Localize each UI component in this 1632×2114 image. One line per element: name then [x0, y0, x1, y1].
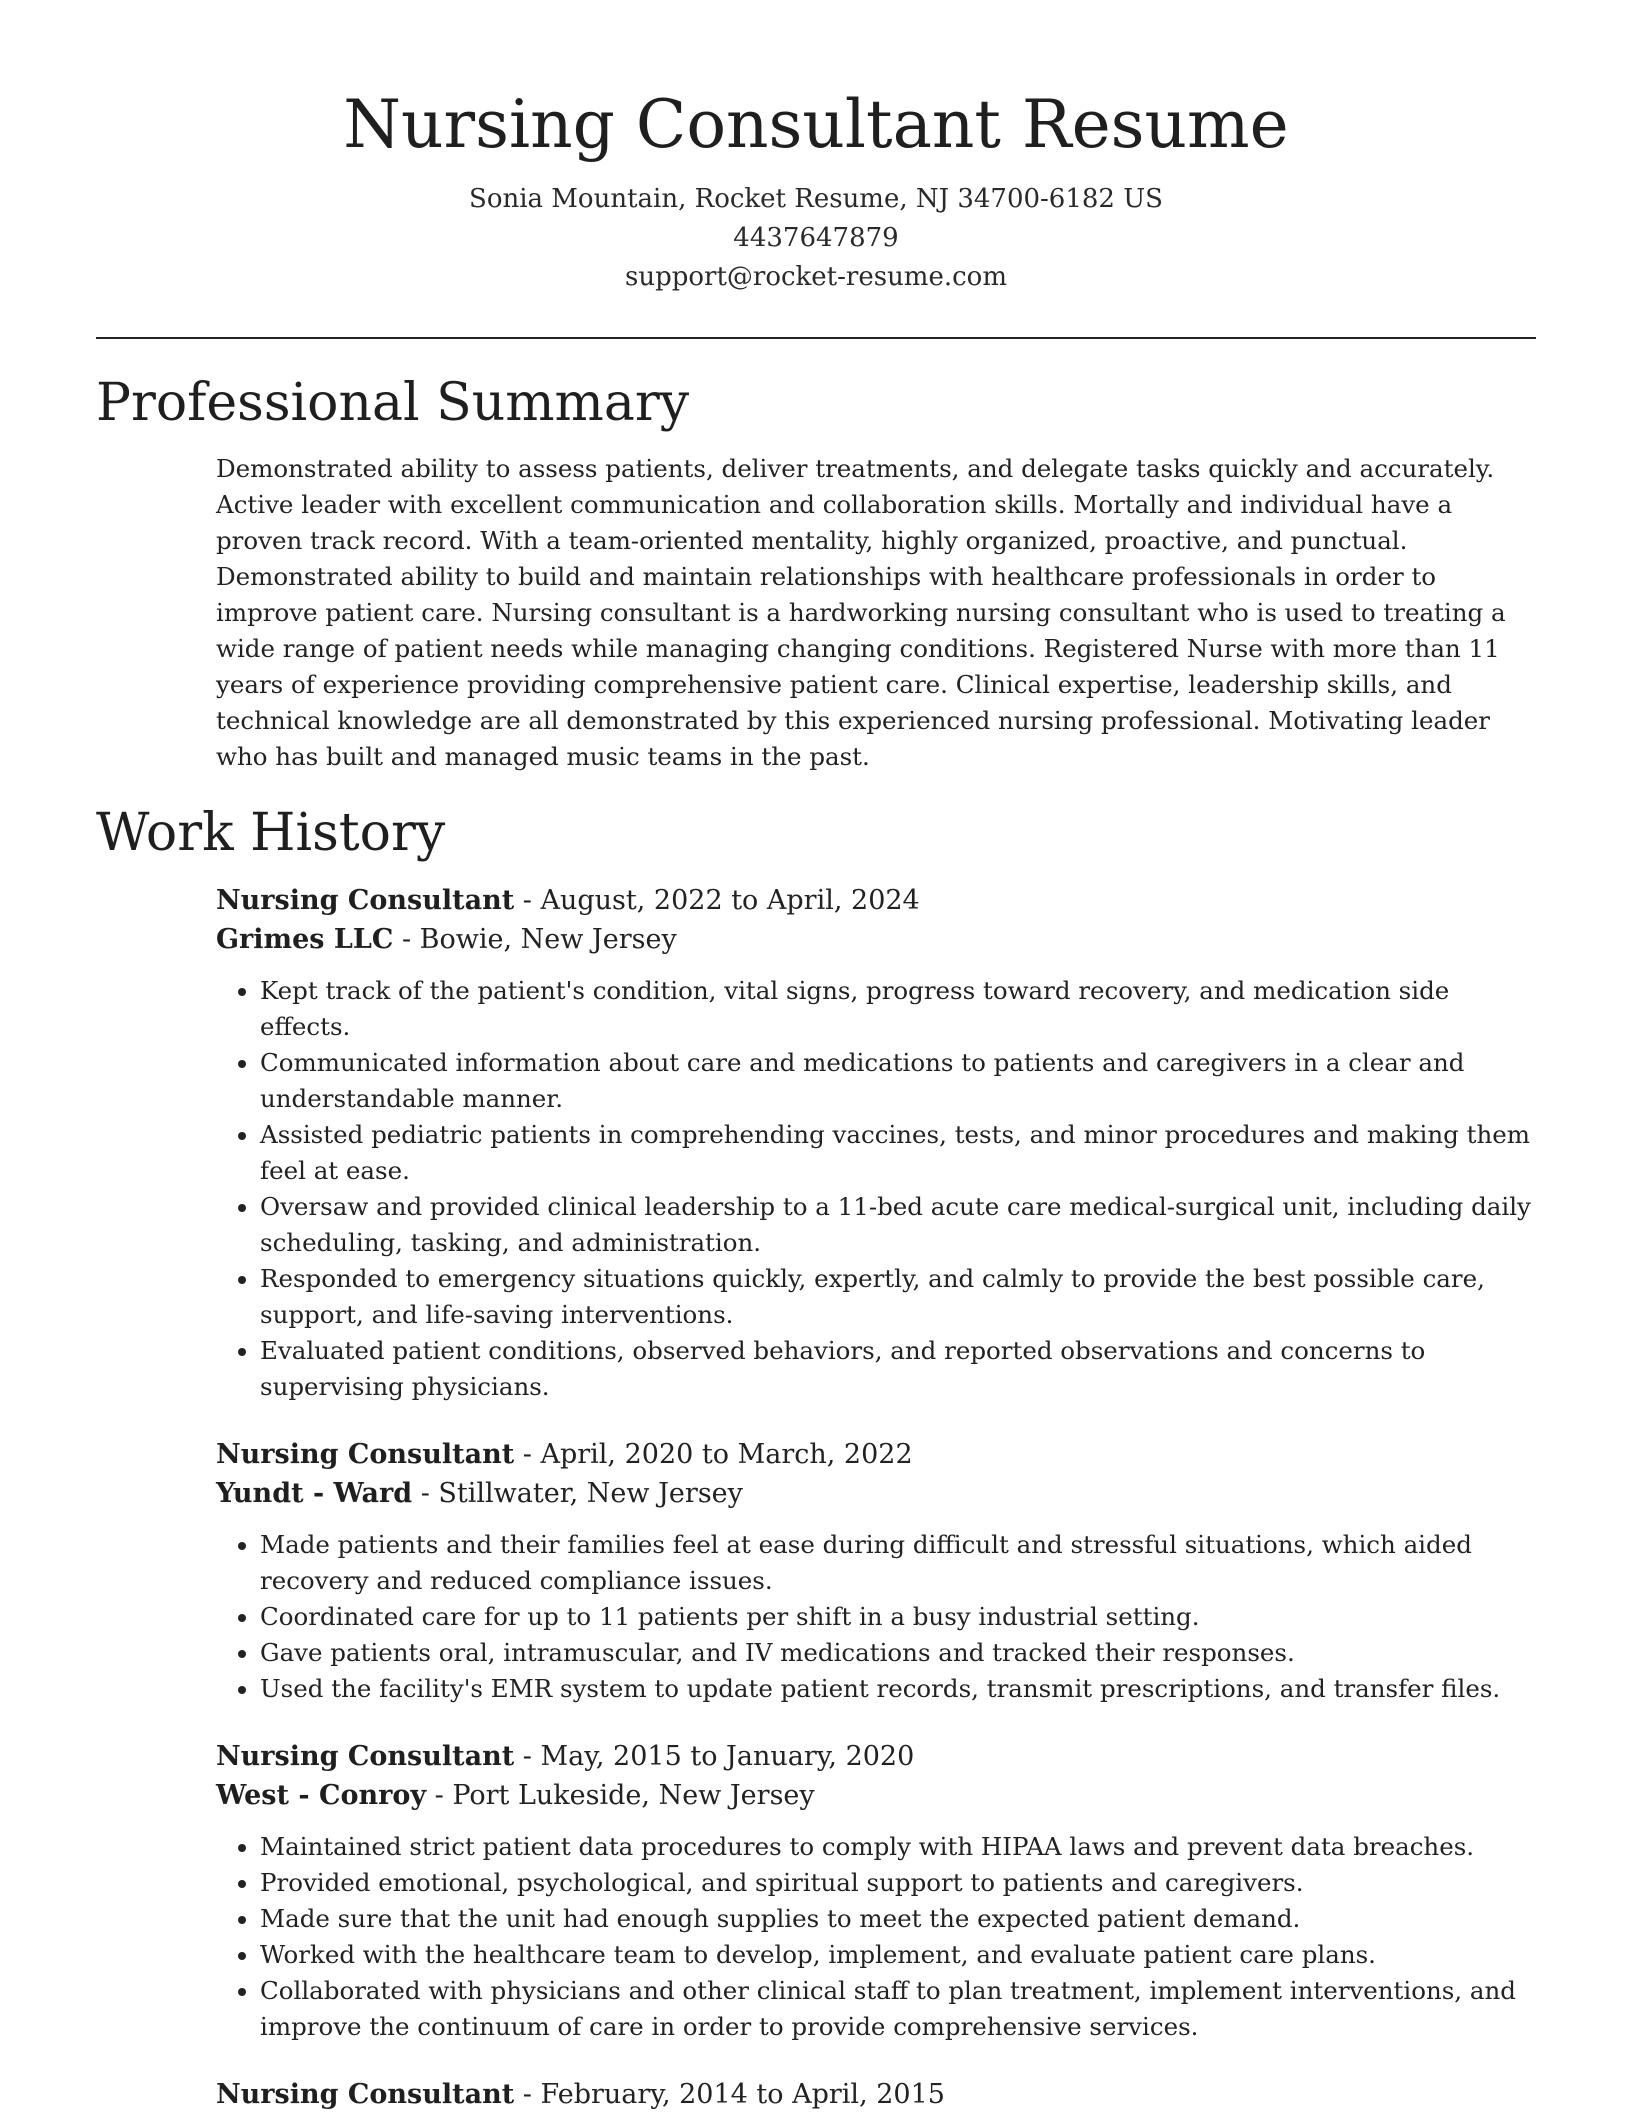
summary-section — [96, 369, 1536, 775]
job-company-line — [216, 1776, 1536, 1815]
job-duty-item: • Worked with the healthcare team to develop, implement, and evaluate patient care plans. — [260, 1937, 1536, 1973]
job-duty-item: • Evaluated patient conditions, observed behaviors, and reported observations and concerns to supervising physicians. — [260, 1333, 1536, 1405]
summary-heading: Professional Summary — [96, 373, 690, 433]
job-title: Nursing Consultant — [216, 1439, 515, 1470]
contact-phone: 4437647879 — [733, 223, 899, 253]
job-duty-item: • Communicated information about care and medications to patients and caregivers in a clear and understandable manner. — [260, 1045, 1536, 1117]
job-entry — [216, 881, 1536, 1405]
job-title-line — [216, 1737, 1536, 1776]
contact-email: support@rocket-resume.com — [624, 262, 1007, 292]
job-location: - Stillwater, New Jersey — [412, 1478, 743, 1509]
job-dates: - May, 2015 to January, 2020 — [514, 1741, 915, 1772]
job-duty-item: • Used the facility's EMR system to update patient records, transmit prescriptions, and transfer files. — [260, 1671, 1536, 1707]
job-company-line — [216, 920, 1536, 959]
job-title: Nursing Consultant — [216, 885, 515, 916]
job-duties-list — [216, 1527, 1536, 1707]
job-duties-list — [216, 1829, 1536, 2045]
job-duty-item: • Responded to emergency situations quickly, expertly, and calmly to provide the best possible care, support, and life-saving interventions. — [260, 1261, 1536, 1333]
job-duty-item: • Kept track of the patient's condition, vital signs, progress toward recovery, and medication side effects. — [260, 973, 1536, 1045]
job-title: Nursing Consultant — [216, 1741, 515, 1772]
job-title-line — [216, 881, 1536, 920]
resume-title: Nursing Consultant Resume — [343, 86, 1289, 163]
work-history-body — [216, 881, 1536, 2114]
job-duty-item: • Made sure that the unit had enough supplies to meet the expected patient demand. — [260, 1901, 1536, 1937]
job-location: - Bowie, New Jersey — [393, 924, 677, 955]
job-dates: - August, 2022 to April, 2024 — [514, 885, 920, 916]
job-duty-item: • Collaborated with physicians and other clinical staff to plan treatment, implement interventions, and improve the continuum of care in order to provide comprehensive services. — [260, 1973, 1536, 2045]
job-company: West - Conroy — [216, 1780, 427, 1811]
job-dates: - February, 2014 to April, 2015 — [514, 2079, 945, 2110]
job-duty-item: • Provided emotional, psychological, and spiritual support to patients and caregivers. — [260, 1865, 1536, 1901]
header-divider — [96, 337, 1536, 339]
job-company: Grimes LLC — [216, 924, 394, 955]
job-duty-item: • Assisted pediatric patients in comprehending vaccines, tests, and minor procedures and making them feel at ease. — [260, 1117, 1536, 1189]
job-title-line — [216, 1435, 1536, 1474]
work-history-section — [96, 799, 1536, 2114]
summary-body — [216, 451, 1536, 775]
summary-text: Demonstrated ability to assess patients, deliver treatments, and delegate tasks quickly and accurately. Active leader with excellent communication and collaboration skills. Mortally and individual have a proven track record. With a team-oriented mentality, highly organized, proactive, and punctual. Demonstrated ability to build and maintain relationships with healthcare professionals in order to improve patient care. Nursing consultant is a hardworking nursing consultant who is used to treating a wide range of patient needs while managing changing conditions. Registered Nurse with more than 11 years of experience providing comprehensive patient care. Clinical expertise, leadership skills, and technical knowledge are all demonstrated by this experienced nursing professional. Motivating leader who has built and managed music teams in the past. — [216, 454, 1506, 771]
work-history-heading: Work History — [96, 803, 446, 863]
job-entry — [216, 1435, 1536, 1707]
job-duty-item: • Oversaw and provided clinical leadership to a 11-bed acute care medical-surgical unit, including daily scheduling, tasking, and administration. — [260, 1189, 1536, 1261]
contact-block — [96, 180, 1536, 297]
job-entry — [216, 1737, 1536, 2045]
job-title: Nursing Consultant — [216, 2079, 515, 2110]
job-duty-item: • Coordinated care for up to 11 patients per shift in a busy industrial setting. — [260, 1599, 1536, 1635]
job-duty-item: • Maintained strict patient data procedures to comply with HIPAA laws and prevent data breaches. — [260, 1829, 1536, 1865]
resume-header — [96, 80, 1536, 297]
job-duty-item: • Gave patients oral, intramuscular, and IV medications and tracked their responses. — [260, 1635, 1536, 1671]
contact-address: Sonia Mountain, Rocket Resume, NJ 34700-6182 US — [469, 184, 1163, 214]
job-location: - Port Lukeside, New Jersey — [426, 1780, 815, 1811]
job-duties-list — [216, 973, 1536, 1405]
job-company: Yundt - Ward — [216, 1478, 413, 1509]
job-duty-item: • Made patients and their families feel at ease during difficult and stressful situations, which aided recovery and reduced compliance issues. — [260, 1527, 1536, 1599]
resume-page — [96, 80, 1536, 2114]
job-company-line — [216, 1474, 1536, 1513]
job-title-line — [216, 2075, 1536, 2114]
job-entry — [216, 2075, 1536, 2114]
job-dates: - April, 2020 to March, 2022 — [514, 1439, 913, 1470]
